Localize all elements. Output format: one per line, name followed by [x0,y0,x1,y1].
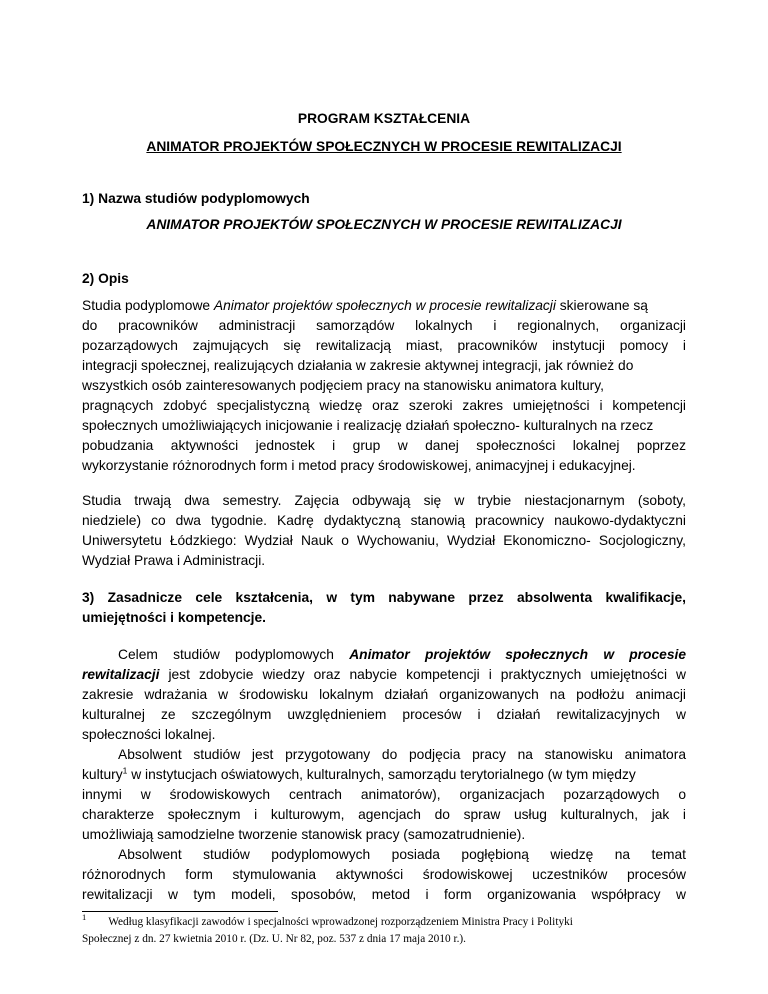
text-line: różnorodnych form stymulowania aktywności środowiskowej uczestników procesów [82,867,686,882]
text-line: rewitalizacji w tym modeli, sposobów, metod i form organizowania współpracy w [82,887,686,902]
bold-italic-span: rewitalizacji [82,667,160,682]
section-2-heading: 2) Opis [82,271,129,286]
text-line: kulturalnej ze szczególnym uwzględnieniem procesów i działań rewitalizacyjnych w [82,707,686,722]
text-span: jest zdobycie wiedzy oraz nabycie kompetencji i praktycznych umiejętności w [159,667,686,682]
text-line: pobudzania aktywności jednostek i grup w danej społeczności lokalnej poprzez [82,438,686,453]
text-line: charakterze społecznym i kulturowym, agencjach do spraw usług kulturalnych, jak i [82,807,686,822]
text-line: innymi w środowiskowych centrach animatorów), organizacjach pozarządowych o [82,787,686,802]
text-line: społecznych umożliwiających inicjowanie i realizację działań społeczno- kulturalnych na rzecz [82,418,654,433]
text-line: umożliwiają samodzielne tworzenie stanowisk pracy (samozatrudnienie). [82,827,526,842]
text-line: zakresie wdrażania w środowisku lokalnym działań organizowanych na podłożu animacji [82,687,686,702]
document-heading: PROGRAM KSZTAŁCENIA [297,111,471,126]
text-line: wszystkich osób zainteresowanych podjęciem pracy na stanowisku animatora kultury, [82,378,604,393]
text-line [118,645,686,665]
text-line: integracji społecznej, realizujących działania w zakresie aktywnej integracji, jak również do [82,358,634,373]
text-line: Absolwent studiów jest przygotowany do podjęcia pracy na stanowisku animatora [118,747,686,762]
text-line [82,665,686,685]
footnote-separator [82,911,278,912]
text-line: społeczności lokalnej. [82,727,216,742]
bold-italic-span: Animator projektów społecznych w procesie [349,647,686,662]
section-3-heading-cont: umiejętności i kompetencje. [82,610,267,625]
text-line [82,765,686,785]
text-span: w instytucjach oświatowych, kulturalnych, samorządu terytorialnego (w tym między [127,767,636,782]
text-line: pragnących zdobyć specjalistyczną wiedzę oraz szeroki zakres umiejętności i kompetencji [82,398,686,413]
text-line: Absolwent studiów podyplomowych posiada pogłębioną wiedzę na temat [118,847,686,862]
program-title: ANIMATOR PROJEKTÓW SPOŁECZNYCH W PROCESIE REWITALIZACJI [146,139,622,154]
text-line: wykorzystanie różnorodnych form i metod pracy środowiskowej, animacyjnej i edukacyjnej. [82,458,636,473]
text-span: Studia podyplomowe [82,298,214,313]
text-line: Wydział Prawa i Administracji. [82,553,266,568]
text-span: kultury [82,767,123,782]
text-span: Celem studiów podyplomowych [118,647,350,662]
footnote-text: Według klasyfikacji zawodów i specjalności wprowadzonej rozporządzeniem Ministra Pracy i Polityki [108,916,573,928]
italic-span: Animator projektów społecznych w procesie rewitalizacji [213,298,556,313]
text-line: niedziele) co dwa tygodnie. Kadrę dydaktyczną stanowią pracownicy naukowo-dydaktyczni [82,513,686,528]
footnote-line: Społecznej z dn. 27 kwietnia 2010 r. (Dz. U. Nr 82, poz. 537 z dnia 17 maja 2010 r.). [82,933,467,945]
section-3-heading: 3) Zasadnicze cele kształcenia, w tym nabywane przez absolwenta kwalifikacje, [82,590,686,605]
section-1-heading: 1) Nazwa studiów podyplomowych [82,191,310,206]
footnote-reference[interactable]: 1 [122,765,128,776]
footnote-mark: 1 [82,912,87,923]
text-span: skierowane są [555,298,648,313]
text-line: pozarządowych zajmujących się rewitalizacją miast, pracowników instytucji pomocy i [82,338,686,353]
program-name: ANIMATOR PROJEKTÓW SPOŁECZNYCH W PROCESIE REWITALIZACJI [146,217,622,232]
text-line: do pracowników administracji samorządów lokalnych i regionalnych, organizacji [82,318,686,333]
text-line [82,296,686,316]
text-line: Uniwersytetu Łódzkiego: Wydział Nauk o Wychowaniu, Wydział Ekonomiczno- Socjologiczny, [82,533,686,548]
text-line: Studia trwają dwa semestry. Zajęcia odbywają się w trybie niestacjonarnym (soboty, [82,493,686,508]
footnote-line [82,914,686,931]
